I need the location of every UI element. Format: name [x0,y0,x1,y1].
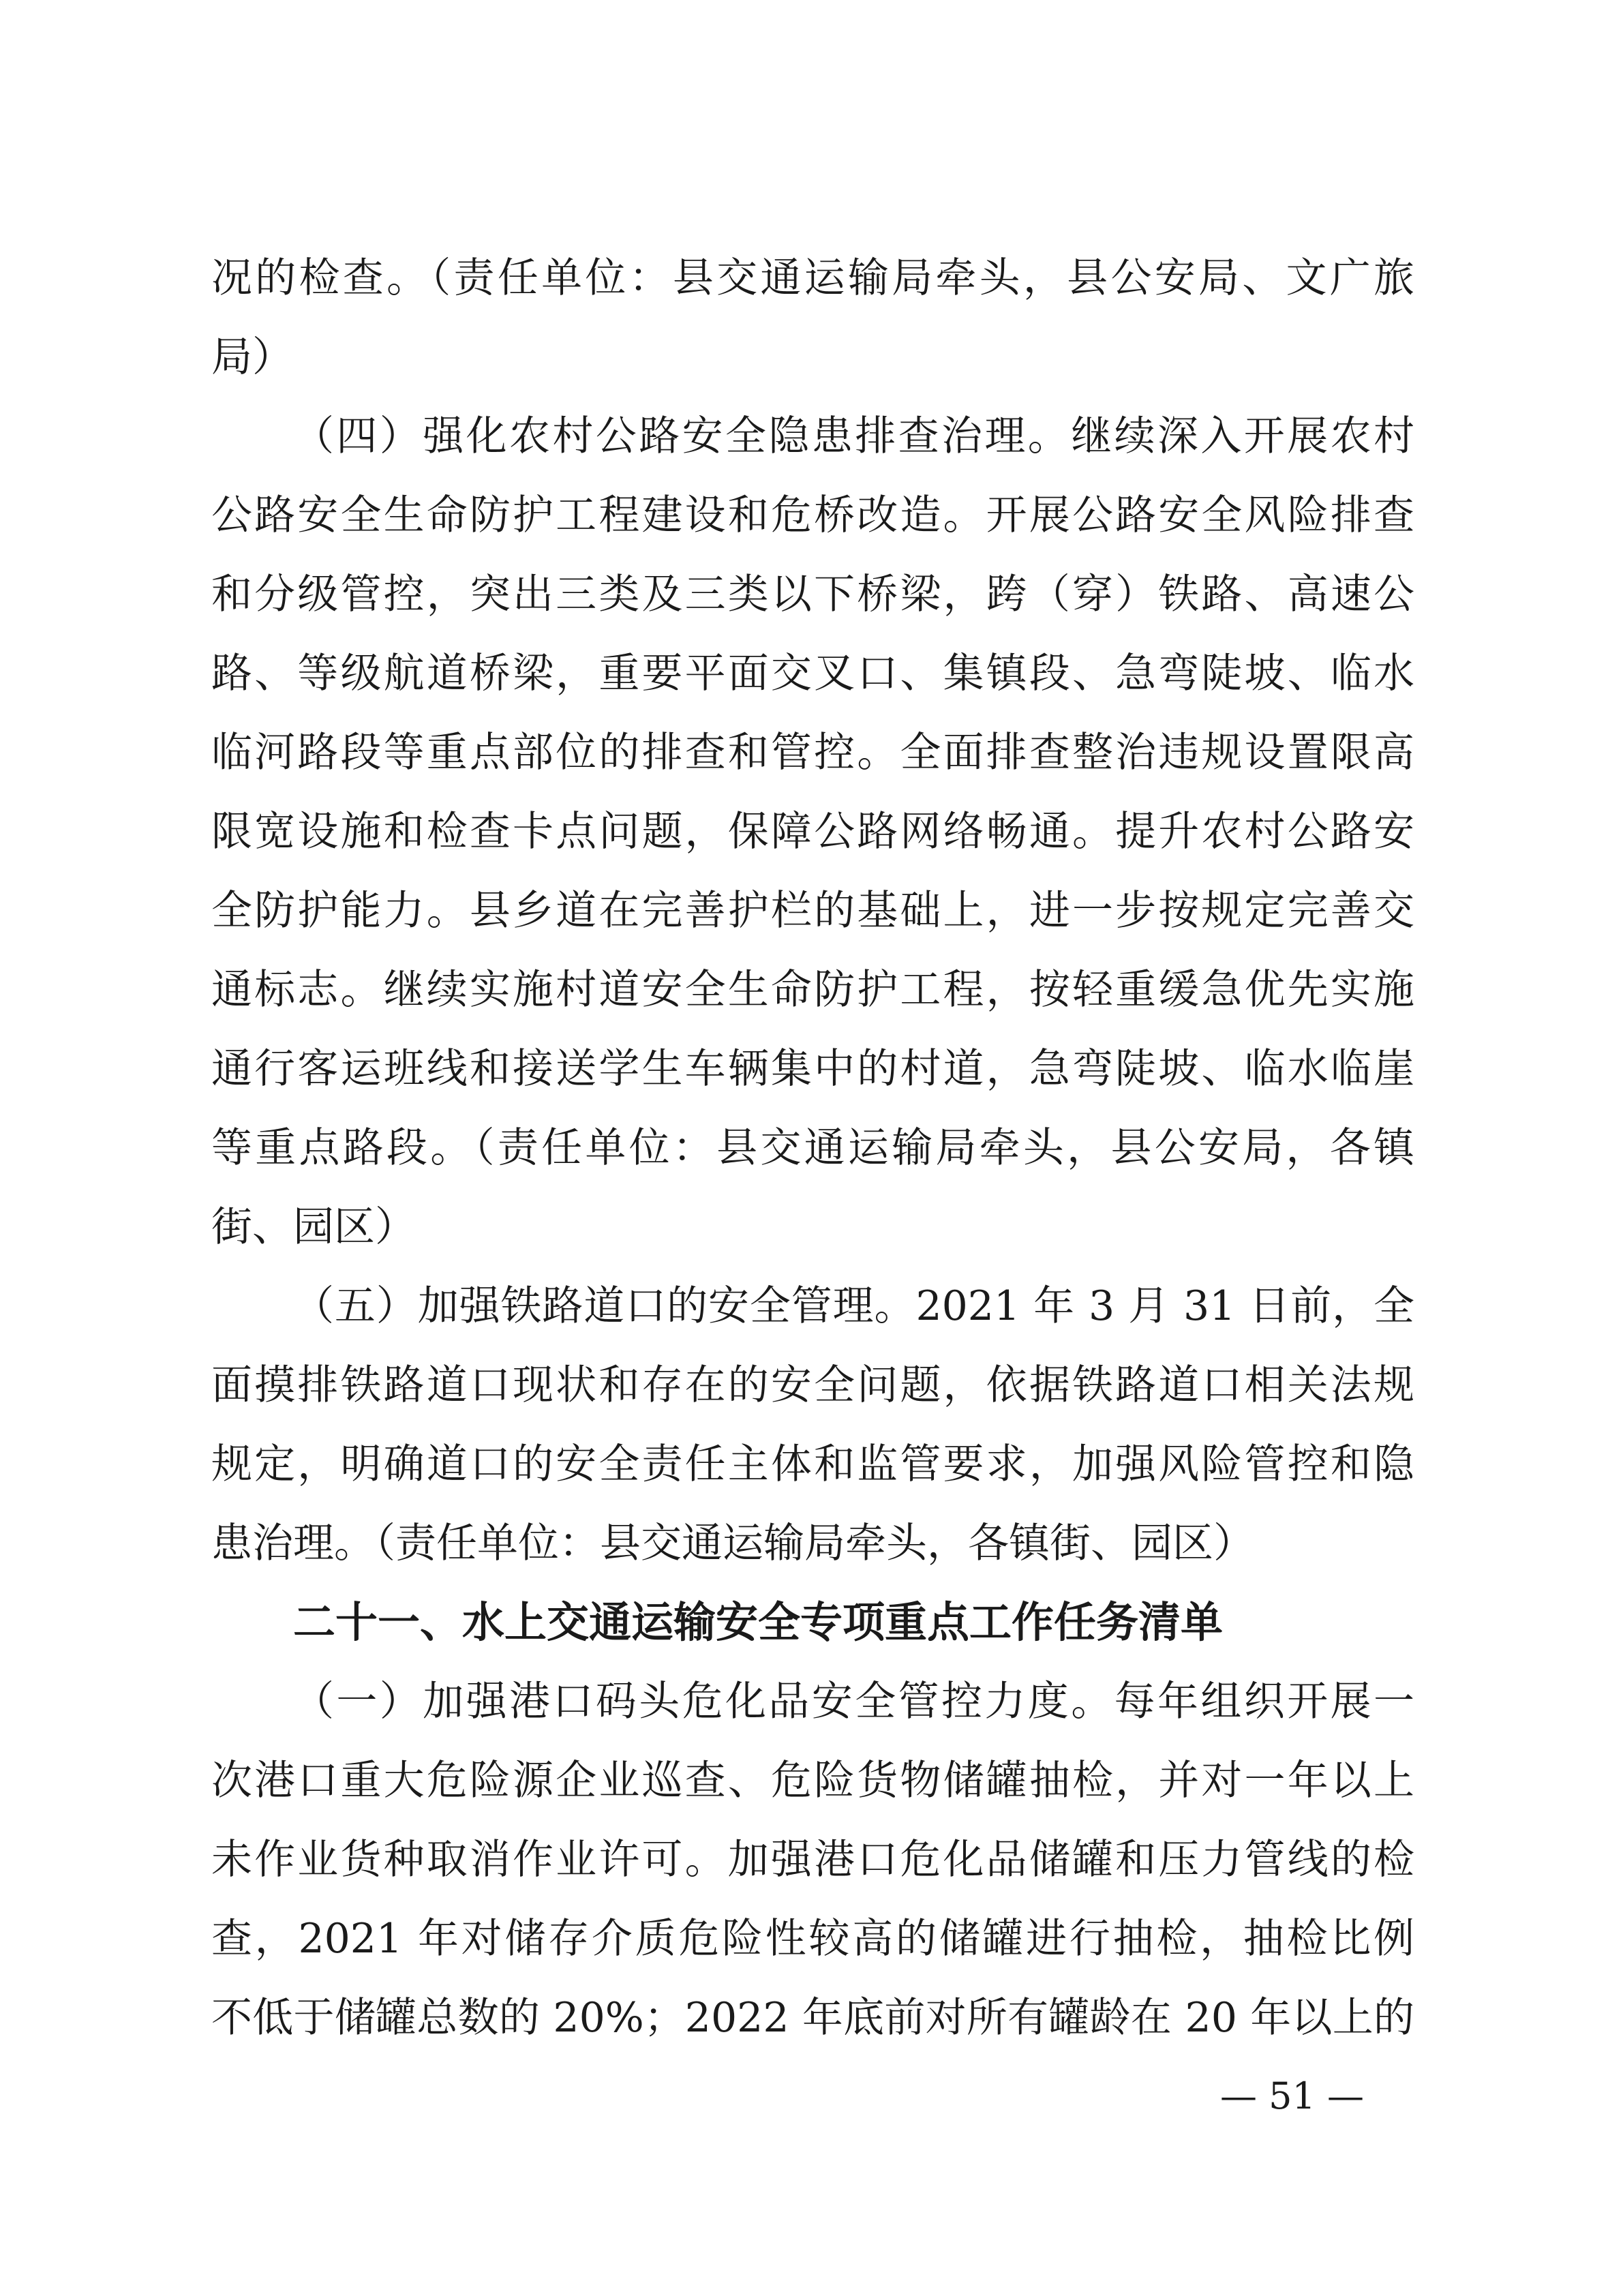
text-line: 查，2021 年对储存介质危险性较高的储罐进行抽检，抽检比例 [211,1915,1414,1963]
text-line: 次港口重大危险源企业巡查、危险货物储罐抽检，并对一年以上 [211,1757,1414,1804]
text-line: 规定，明确道口的安全责任主体和监管要求，加强风险管控和隐 [211,1440,1414,1488]
text-line: 街、园区） [211,1203,416,1251]
text-line: 公路安全生命防护工程建设和危桥改造。开展公路安全风险排查 [211,492,1414,539]
page-number: — 51 — [1220,2074,1365,2117]
text-line: 全防护能力。县乡道在完善护栏的基础上，进一步按规定完善交 [211,887,1414,935]
paragraph-start-line: （四）强化农村公路安全隐患排查治理。继续深入开展农村 [293,412,1414,460]
text-line: 通标志。继续实施村道安全生命防护工程，按轻重缓急优先实施 [211,966,1414,1014]
text-line: 限宽设施和检查卡点问题，保障公路网络畅通。提升农村公路安 [211,808,1414,856]
text-line: 等重点路段。（责任单位：县交通运输局牵头，县公安局，各镇 [211,1124,1414,1172]
paragraph-start-line: （一）加强港口码头危化品安全管控力度。每年组织开展一 [293,1678,1414,1725]
text-line: 局） [211,333,293,381]
paragraph-start-line: （五）加强铁路道口的安全管理。2021 年 3 月 31 日前，全 [293,1282,1414,1330]
text-line: 患治理。（责任单位：县交通运输局牵头，各镇街、园区） [211,1520,1254,1567]
section-heading: 二十一、水上交通运输安全专项重点工作任务清单 [293,1597,1224,1647]
text-line: 临河路段等重点部位的排查和管控。全面排查整治违规设置限高 [211,729,1414,776]
text-line: 况的检查。（责任单位：县交通运输局牵头，县公安局、文广旅 [211,254,1414,302]
text-line: 未作业货种取消作业许可。加强港口危化品储罐和压力管线的检 [211,1836,1414,1884]
text-line: 和分级管控，突出三类及三类以下桥梁，跨（穿）铁路、高速公 [211,571,1414,618]
text-line: 不低于储罐总数的 20%；2022 年底前对所有罐龄在 20 年以上的 [211,1994,1414,2042]
text-line: 路、等级航道桥梁，重要平面交叉口、集镇段、急弯陡坡、临水 [211,650,1414,697]
text-line: 面摸排铁路道口现状和存在的安全问题，依据铁路道口相关法规 [211,1361,1414,1409]
text-line: 通行客运班线和接送学生车辆集中的村道，急弯陡坡、临水临崖 [211,1045,1414,1093]
